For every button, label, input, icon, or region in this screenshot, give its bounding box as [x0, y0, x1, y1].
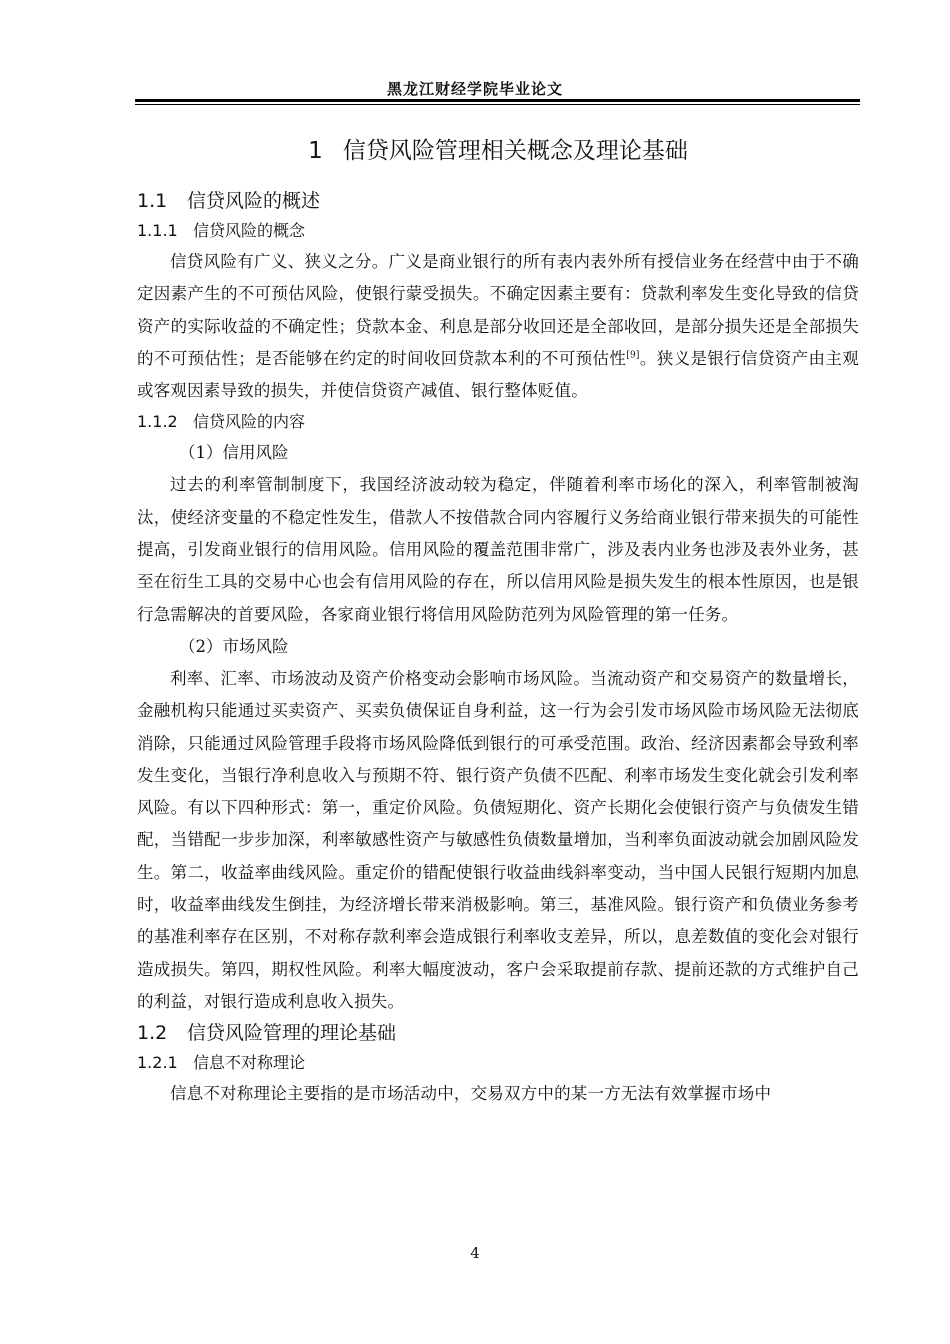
- paragraph-market-risk: 利率、汇率、市场波动及资产价格变动会影响市场风险。当流动资产和交易资产的数量增长，金融机构只能通过买卖资产、买卖负债保证自身利益，这一行为会引发市场风险市场风险无法彻底消除，只能通过风险管理手段将市场风险降低到银行的可承受范围。政治、经济因素都会导致利率发生变化，当银行净利息收入与预期不符、银行资产负债不匹配、利率市场发生变化就会引发利率风险。有以下四种形式：第一，重定价风险。负债短期化、资产长期化会使银行资产与负债发生错配，当错配一步步加深，利率敏感性资产与敏感性负债数量增加，当利率负面波动就会加剧风险发生。第二，收益率曲线风险。重定价的错配使银行收益曲线斜率变动，当中国人民银行短期内加息时，收益率曲线发生倒挂，为经济增长带来消极影响。第三，基准风险。银行资产和负债业务参考的基准利率存在区别，不对称存款利率会造成银行利率收支差异，所以，息差数值的变化会对银行造成损失。第四，期权性风险。利率大幅度波动，客户会采取提前存款、提前还款的方式维护自己的利益，对银行造成利息收入损失。: [137, 668, 859, 1011]
- section-title: 信贷风险的概述: [187, 190, 321, 212]
- section-heading-1-1: [137, 186, 859, 216]
- running-header: 黑龙江财经学院毕业论文: [386, 80, 563, 98]
- page-number: 4: [470, 1244, 480, 1262]
- chapter-heading: [137, 134, 859, 168]
- header-rule-thick: [135, 99, 860, 102]
- paragraph-credit-risk: 过去的利率管制制度下，我国经济波动较为稳定，伴随着利率市场化的深入，利率管制被淘汰，使经济变量的不稳定性发生，借款人不按借款合同内容履行义务给商业银行带来损失的可能性提高，引发商业银行的信用风险。信用风险的覆盖范围非常广，涉及表内业务也涉及表外业务，甚至在衍生工具的交易中心也会有信用风险的存在，所以信用风险是损失发生的根本性原因，也是银行急需解决的首要风险，各家商业银行将信用风险防范列为风险管理的第一任务。: [137, 475, 859, 624]
- list-item-market-risk: （2）市场风险: [179, 636, 289, 656]
- subsection-number: 1.1.1: [137, 221, 178, 240]
- section-number: 1.1: [137, 190, 168, 212]
- chapter-number: 1: [308, 138, 323, 164]
- subsection-title: 信息不对称理论: [193, 1053, 306, 1073]
- page-body: [137, 130, 859, 1111]
- chapter-title: 信贷风险管理相关概念及理论基础: [342, 138, 688, 164]
- citation: [9]: [626, 350, 640, 361]
- subsection-title: 信贷风险的概念: [193, 221, 306, 240]
- list-item-credit-risk: （1）信用风险: [179, 443, 289, 463]
- subsection-heading-1-1-1: [137, 216, 859, 246]
- subsection-number: 1.1.2: [137, 412, 178, 432]
- subsection-heading-1-1-2: [137, 407, 859, 437]
- section-number: 1.2: [137, 1022, 168, 1045]
- header-rule-thin: [135, 104, 860, 105]
- paragraph-information-asymmetry: 信息不对称理论主要指的是市场活动中，交易双方中的某一方无法有效掌握市场中: [170, 1084, 772, 1104]
- section-heading-1-2: [137, 1018, 859, 1048]
- subsection-number: 1.2.1: [137, 1053, 178, 1073]
- section-title: 信贷风险管理的理论基础: [187, 1022, 397, 1045]
- paragraph-credit-risk-concept: 信贷风险有广义、狭义之分。广义是商业银行的所有表内表外所有授信业务在经营中由于不确定因素产生的不可预估风险，使银行蒙受损失。不确定因素主要有：贷款利率发生变化导致的信贷资产的实际收益的不确定性；贷款本金、利息是部分收回还是全部收回，是部分损失还是全部损失的不可预估性；是否能够在约定的时间收回贷款本利的不可预估性[9]。狭义是银行信贷资产由主观或客观因素导致的损失，并使信贷资产减值、银行整体贬值。: [137, 252, 859, 401]
- subsection-title: 信贷风险的内容: [193, 412, 306, 432]
- subsection-heading-1-2-1: [137, 1048, 859, 1078]
